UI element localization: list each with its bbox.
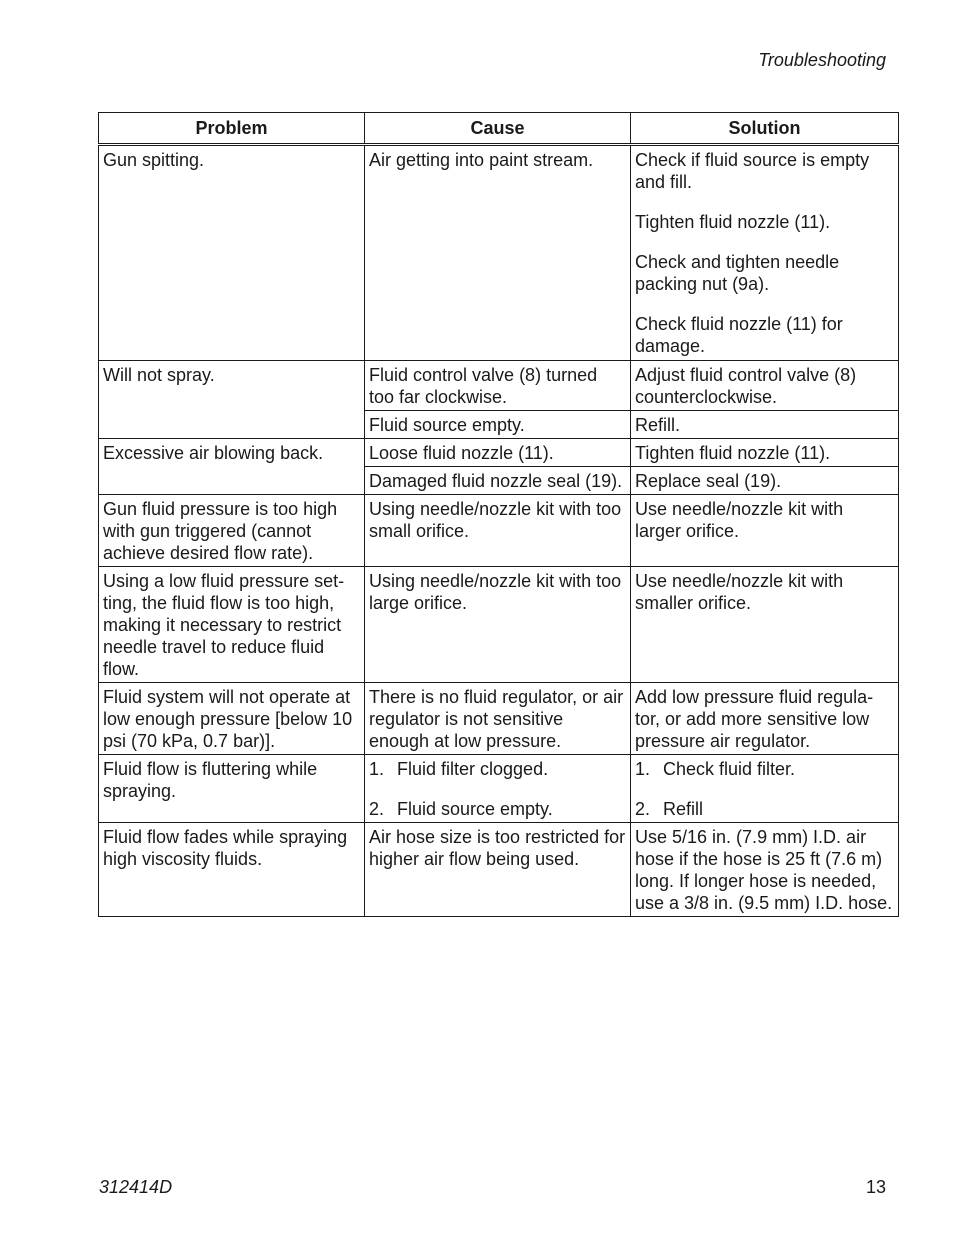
troubleshooting-table [98, 112, 899, 917]
solution-cell: Use needle/nozzle kit with larger orifice. [631, 495, 899, 567]
cause-cell: Air hose size is too restricted for higher air flow being used. [365, 823, 631, 917]
cause-list-item: 1. Fluid filter clogged. [369, 759, 549, 779]
problem-cell: Excessive air blowing back. [99, 439, 365, 495]
solution-cell: Tighten fluid nozzle (11). [631, 439, 899, 467]
solution-cell: Use 5/16 in. (7.9 mm) I.D. air hose if the hose is 25 ft (7.6 m) long. If longer hose is needed, use a 3/8 in. (9.5 mm) I.D. hose. [631, 823, 899, 917]
cause-cell: Loose fluid nozzle (11). [365, 439, 631, 467]
solution-step: Check and tighten needle packing nut (9a). [635, 252, 840, 294]
problem-cell: Fluid system will not operate at low enough pressure [below 10 psi (70 kPa, 0.7 bar)]. [99, 683, 365, 755]
column-header-solution: Solution [631, 113, 899, 145]
problem-cell: Fluid flow fades while spraying high viscosity fluids. [99, 823, 365, 917]
solution-cell: Use needle/nozzle kit with smaller orifice. [631, 567, 899, 683]
column-header-cause: Cause [365, 113, 631, 145]
table-row [99, 823, 899, 917]
solution-cell: Add low pressure fluid regula-tor, or add more sensitive low pressure air regulator. [631, 683, 899, 755]
section-title: Troubleshooting [758, 50, 886, 70]
solution-cell [631, 755, 899, 823]
solution-step: Tighten fluid nozzle (11). [635, 212, 831, 232]
cause-cell: Air getting into paint stream. [365, 145, 631, 361]
problem-cell: Using a low fluid pressure set-ting, the fluid flow is too high, making it necessary to restrict needle travel to reduce fluid flow. [99, 567, 365, 683]
column-header-problem: Problem [99, 113, 365, 145]
solution-cell [631, 145, 899, 361]
solution-list-item: 1. Check fluid filter. [635, 759, 796, 779]
table-row [99, 361, 899, 411]
problem-cell: Fluid flow is fluttering while spraying. [99, 755, 365, 823]
problem-cell: Gun spitting. [99, 145, 365, 361]
cause-cell: There is no fluid regulator, or air regulator is not sensitive enough at low pressure. [365, 683, 631, 755]
table-row [99, 495, 899, 567]
document-number: 312414D [99, 1177, 173, 1197]
table-row [99, 439, 899, 467]
cause-cell [365, 755, 631, 823]
problem-cell: Gun fluid pressure is too high with gun triggered (cannot achieve desired flow rate). [99, 495, 365, 567]
cause-cell: Fluid source empty. [365, 411, 631, 439]
table-row [99, 145, 899, 361]
solution-cell: Replace seal (19). [631, 467, 899, 495]
problem-cell: Will not spray. [99, 361, 365, 439]
solution-step: Check fluid nozzle (11) for damage. [635, 314, 843, 356]
table-row [99, 683, 899, 755]
solution-cell: Refill. [631, 411, 899, 439]
cause-cell: Damaged fluid nozzle seal (19). [365, 467, 631, 495]
cause-cell: Using needle/nozzle kit with too large orifice. [365, 567, 631, 683]
table-row [99, 755, 899, 823]
cause-cell: Fluid control valve (8) turned too far clockwise. [365, 361, 631, 411]
cause-list-item: 2. Fluid source empty. [369, 799, 553, 819]
page-number: 13 [865, 1177, 886, 1197]
table-header-row [99, 113, 899, 145]
solution-step: Check if fluid source is empty and fill. [635, 150, 870, 192]
cause-cell: Using needle/nozzle kit with too small orifice. [365, 495, 631, 567]
solution-cell: Adjust fluid control valve (8) counterclockwise. [631, 361, 899, 411]
solution-list-item: 2. Refill [635, 799, 704, 819]
table-row [99, 567, 899, 683]
